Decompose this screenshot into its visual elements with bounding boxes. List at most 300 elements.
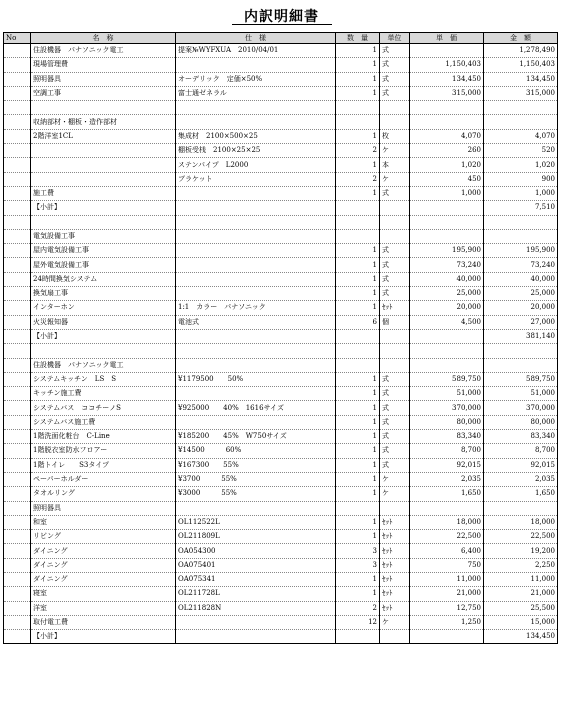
cell-amount bbox=[484, 344, 558, 358]
cell-spec bbox=[176, 272, 336, 286]
cell-no bbox=[4, 201, 31, 215]
cell-name: システムキッチン LS S bbox=[31, 372, 176, 386]
cell-quantity: 1 bbox=[336, 186, 380, 200]
cell-no bbox=[4, 186, 31, 200]
cell-unit-price: 370,000 bbox=[410, 401, 484, 415]
cell-name: キッチン施工費 bbox=[31, 387, 176, 401]
cell-spec: 電池式 bbox=[176, 315, 336, 329]
cell-no bbox=[4, 572, 31, 586]
table-header-row bbox=[4, 33, 558, 44]
breakdown-table bbox=[3, 32, 558, 644]
cell-no bbox=[4, 258, 31, 272]
cell-unit-price bbox=[410, 201, 484, 215]
cell-amount: 15,000 bbox=[484, 615, 558, 629]
cell-amount: 80,000 bbox=[484, 415, 558, 429]
cell-no bbox=[4, 215, 31, 229]
cell-amount: 25,500 bbox=[484, 601, 558, 615]
cell-quantity: 1 bbox=[336, 572, 380, 586]
cell-unit bbox=[380, 115, 410, 129]
cell-amount: 1,020 bbox=[484, 158, 558, 172]
cell-no bbox=[4, 272, 31, 286]
table-row bbox=[4, 544, 558, 558]
cell-no bbox=[4, 387, 31, 401]
cell-name: 1階脱衣室防水フロアー bbox=[31, 444, 176, 458]
cell-unit-price bbox=[410, 501, 484, 515]
cell-name: 収納部材・棚板・造作部材 bbox=[31, 115, 176, 129]
cell-quantity bbox=[336, 329, 380, 343]
cell-name: 洋室 bbox=[31, 601, 176, 615]
cell-quantity: 1 bbox=[336, 129, 380, 143]
cell-no bbox=[4, 558, 31, 572]
table-row bbox=[4, 487, 558, 501]
cell-unit-price bbox=[410, 358, 484, 372]
cell-quantity: 1 bbox=[336, 301, 380, 315]
table-row bbox=[4, 344, 558, 358]
cell-no bbox=[4, 430, 31, 444]
cell-amount: 20,000 bbox=[484, 301, 558, 315]
cell-quantity bbox=[336, 229, 380, 243]
cell-unit bbox=[380, 101, 410, 115]
cell-name: ダイニング bbox=[31, 544, 176, 558]
table-row bbox=[4, 215, 558, 229]
cell-no bbox=[4, 244, 31, 258]
cell-unit: 式 bbox=[380, 58, 410, 72]
cell-quantity: 3 bbox=[336, 558, 380, 572]
cell-name: 寝室 bbox=[31, 587, 176, 601]
cell-unit-price: 1,000 bbox=[410, 186, 484, 200]
cell-quantity bbox=[336, 358, 380, 372]
cell-quantity: 1 bbox=[336, 258, 380, 272]
cell-unit-price bbox=[410, 630, 484, 644]
cell-spec bbox=[176, 501, 336, 515]
cell-no bbox=[4, 587, 31, 601]
cell-name: インターホン bbox=[31, 301, 176, 315]
table-row bbox=[4, 301, 558, 315]
cell-quantity bbox=[336, 344, 380, 358]
cell-unit: ｾｯﾄ bbox=[380, 572, 410, 586]
cell-unit: 式 bbox=[380, 444, 410, 458]
title-underline bbox=[232, 24, 332, 25]
cell-amount: 18,000 bbox=[484, 515, 558, 529]
cell-quantity bbox=[336, 101, 380, 115]
header-name: 名 称 bbox=[31, 33, 176, 44]
table-row bbox=[4, 244, 558, 258]
cell-unit-price: 6,400 bbox=[410, 544, 484, 558]
cell-amount: 21,000 bbox=[484, 587, 558, 601]
cell-unit-price: 589,750 bbox=[410, 372, 484, 386]
cell-spec: ¥185200 45% W750サイズ bbox=[176, 430, 336, 444]
cell-no bbox=[4, 172, 31, 186]
cell-name: 【小計】 bbox=[31, 630, 176, 644]
cell-unit: ｾｯﾄ bbox=[380, 530, 410, 544]
cell-quantity: 1 bbox=[336, 244, 380, 258]
cell-name: システムバス ココチーノS bbox=[31, 401, 176, 415]
cell-amount: 92,015 bbox=[484, 458, 558, 472]
table-row bbox=[4, 272, 558, 286]
cell-name bbox=[31, 158, 176, 172]
cell-name: 空調工事 bbox=[31, 86, 176, 100]
cell-no bbox=[4, 372, 31, 386]
cell-unit-price bbox=[410, 215, 484, 229]
cell-spec: ¥14500 60% bbox=[176, 444, 336, 458]
cell-spec bbox=[176, 329, 336, 343]
cell-spec: OL112522L bbox=[176, 515, 336, 529]
cell-unit-price: 4,070 bbox=[410, 129, 484, 143]
cell-no bbox=[4, 301, 31, 315]
cell-unit: ケ bbox=[380, 487, 410, 501]
cell-name: 和室 bbox=[31, 515, 176, 529]
cell-spec: OA075401 bbox=[176, 558, 336, 572]
table-row bbox=[4, 515, 558, 529]
cell-unit-price: 2,035 bbox=[410, 472, 484, 486]
cell-unit: 式 bbox=[380, 430, 410, 444]
table-row bbox=[4, 372, 558, 386]
cell-unit: 式 bbox=[380, 372, 410, 386]
cell-unit: ｾｯﾄ bbox=[380, 515, 410, 529]
cell-spec bbox=[176, 244, 336, 258]
cell-unit: ｾｯﾄ bbox=[380, 544, 410, 558]
cell-amount: 40,000 bbox=[484, 272, 558, 286]
cell-unit-price: 12,750 bbox=[410, 601, 484, 615]
cell-quantity bbox=[336, 115, 380, 129]
cell-name: 住設機器 パナソニック電工 bbox=[31, 358, 176, 372]
table-row bbox=[4, 172, 558, 186]
cell-unit-price: 1,150,403 bbox=[410, 58, 484, 72]
cell-amount: 11,000 bbox=[484, 572, 558, 586]
cell-no bbox=[4, 44, 31, 58]
table-row bbox=[4, 201, 558, 215]
cell-spec: ブラケット bbox=[176, 172, 336, 186]
cell-unit: 式 bbox=[380, 186, 410, 200]
cell-spec: OL211728L bbox=[176, 587, 336, 601]
cell-name bbox=[31, 215, 176, 229]
cell-amount: 520 bbox=[484, 144, 558, 158]
cell-amount bbox=[484, 215, 558, 229]
cell-unit: 式 bbox=[380, 72, 410, 86]
cell-unit-price: 51,000 bbox=[410, 387, 484, 401]
cell-no bbox=[4, 630, 31, 644]
table-row bbox=[4, 229, 558, 243]
cell-name: 1階洗面化粧台 C-Line bbox=[31, 430, 176, 444]
cell-no bbox=[4, 530, 31, 544]
cell-no bbox=[4, 144, 31, 158]
cell-spec: ¥1179500 50% bbox=[176, 372, 336, 386]
cell-spec: OL211828N bbox=[176, 601, 336, 615]
cell-unit: 式 bbox=[380, 244, 410, 258]
cell-unit-price bbox=[410, 229, 484, 243]
cell-amount: 1,650 bbox=[484, 487, 558, 501]
cell-amount: 134,450 bbox=[484, 630, 558, 644]
cell-no bbox=[4, 544, 31, 558]
table-row bbox=[4, 115, 558, 129]
cell-name: 施工費 bbox=[31, 186, 176, 200]
table-row bbox=[4, 287, 558, 301]
cell-amount bbox=[484, 358, 558, 372]
cell-amount: 25,000 bbox=[484, 287, 558, 301]
cell-amount: 2,250 bbox=[484, 558, 558, 572]
cell-spec: ¥3000 55% bbox=[176, 487, 336, 501]
cell-name bbox=[31, 144, 176, 158]
cell-unit: 式 bbox=[380, 458, 410, 472]
cell-no bbox=[4, 129, 31, 143]
cell-quantity: 1 bbox=[336, 387, 380, 401]
cell-quantity: 1 bbox=[336, 44, 380, 58]
table-row bbox=[4, 630, 558, 644]
cell-name: 照明器具 bbox=[31, 72, 176, 86]
cell-no bbox=[4, 329, 31, 343]
cell-spec bbox=[176, 215, 336, 229]
cell-no bbox=[4, 58, 31, 72]
cell-spec bbox=[176, 229, 336, 243]
cell-amount: 27,000 bbox=[484, 315, 558, 329]
cell-name: 電気設備工事 bbox=[31, 229, 176, 243]
cell-unit-price: 8,700 bbox=[410, 444, 484, 458]
cell-spec: 棚板受桟 2100×25×25 bbox=[176, 144, 336, 158]
cell-amount: 22,500 bbox=[484, 530, 558, 544]
cell-spec: ステンパイプ L2000 bbox=[176, 158, 336, 172]
cell-name: 照明器具 bbox=[31, 501, 176, 515]
cell-name: 換気扇工事 bbox=[31, 287, 176, 301]
cell-unit-price bbox=[410, 44, 484, 58]
document-title: 内訳明細書 bbox=[244, 9, 319, 25]
cell-name: 【小計】 bbox=[31, 329, 176, 343]
cell-spec bbox=[176, 358, 336, 372]
cell-unit-price: 83,340 bbox=[410, 430, 484, 444]
table-row bbox=[4, 44, 558, 58]
cell-quantity: 1 bbox=[336, 401, 380, 415]
cell-unit-price: 18,000 bbox=[410, 515, 484, 529]
table-row bbox=[4, 329, 558, 343]
cell-spec: オーデリック 定価×50% bbox=[176, 72, 336, 86]
cell-amount: 51,000 bbox=[484, 387, 558, 401]
cell-unit: 式 bbox=[380, 272, 410, 286]
table-row bbox=[4, 530, 558, 544]
cell-no bbox=[4, 115, 31, 129]
cell-spec bbox=[176, 630, 336, 644]
cell-no bbox=[4, 344, 31, 358]
cell-quantity: 6 bbox=[336, 315, 380, 329]
cell-quantity: 12 bbox=[336, 615, 380, 629]
cell-quantity: 1 bbox=[336, 86, 380, 100]
cell-unit: ｾｯﾄ bbox=[380, 601, 410, 615]
table-row bbox=[4, 501, 558, 515]
cell-unit bbox=[380, 229, 410, 243]
cell-quantity: 1 bbox=[336, 58, 380, 72]
header-spec: 仕 様 bbox=[176, 33, 336, 44]
cell-unit: 式 bbox=[380, 86, 410, 100]
cell-amount: 134,450 bbox=[484, 72, 558, 86]
cell-unit: 式 bbox=[380, 415, 410, 429]
cell-quantity: 2 bbox=[336, 601, 380, 615]
table-row bbox=[4, 58, 558, 72]
cell-spec: OL211809L bbox=[176, 530, 336, 544]
cell-quantity: 1 bbox=[336, 158, 380, 172]
cell-amount bbox=[484, 115, 558, 129]
cell-unit-price: 260 bbox=[410, 144, 484, 158]
cell-quantity: 1 bbox=[336, 372, 380, 386]
cell-quantity bbox=[336, 201, 380, 215]
header-unit-price: 単 価 bbox=[410, 33, 484, 44]
cell-name: 2階洋室1CL bbox=[31, 129, 176, 143]
cell-quantity: 2 bbox=[336, 144, 380, 158]
table-row bbox=[4, 415, 558, 429]
table-row bbox=[4, 615, 558, 629]
table-row bbox=[4, 430, 558, 444]
cell-unit: ケ bbox=[380, 144, 410, 158]
cell-no bbox=[4, 415, 31, 429]
cell-unit bbox=[380, 358, 410, 372]
cell-name: 屋外電気設備工事 bbox=[31, 258, 176, 272]
cell-spec bbox=[176, 415, 336, 429]
cell-unit: 本 bbox=[380, 158, 410, 172]
cell-unit-price bbox=[410, 344, 484, 358]
cell-no bbox=[4, 158, 31, 172]
cell-unit: ケ bbox=[380, 172, 410, 186]
cell-quantity: 1 bbox=[336, 72, 380, 86]
cell-quantity bbox=[336, 215, 380, 229]
cell-quantity: 2 bbox=[336, 172, 380, 186]
cell-spec: 富士通ゼネラル bbox=[176, 86, 336, 100]
cell-spec: ¥3700 55% bbox=[176, 472, 336, 486]
table-row bbox=[4, 401, 558, 415]
cell-amount: 1,000 bbox=[484, 186, 558, 200]
cell-unit-price: 195,900 bbox=[410, 244, 484, 258]
cell-unit-price: 73,240 bbox=[410, 258, 484, 272]
cell-name bbox=[31, 101, 176, 115]
cell-no bbox=[4, 101, 31, 115]
cell-unit: ケ bbox=[380, 472, 410, 486]
cell-amount bbox=[484, 501, 558, 515]
cell-unit: 式 bbox=[380, 401, 410, 415]
cell-unit-price: 21,000 bbox=[410, 587, 484, 601]
cell-quantity bbox=[336, 630, 380, 644]
cell-no bbox=[4, 358, 31, 372]
cell-unit-price: 134,450 bbox=[410, 72, 484, 86]
cell-spec bbox=[176, 287, 336, 301]
table-row bbox=[4, 258, 558, 272]
cell-amount: 195,900 bbox=[484, 244, 558, 258]
cell-no bbox=[4, 601, 31, 615]
cell-name: ダイニング bbox=[31, 558, 176, 572]
cell-spec: 提案№WYFXUA 2010/04/01 bbox=[176, 44, 336, 58]
cell-amount: 370,000 bbox=[484, 401, 558, 415]
cell-no bbox=[4, 86, 31, 100]
cell-unit-price: 11,000 bbox=[410, 572, 484, 586]
cell-amount: 19,200 bbox=[484, 544, 558, 558]
cell-no bbox=[4, 72, 31, 86]
cell-unit-price: 1,020 bbox=[410, 158, 484, 172]
cell-spec bbox=[176, 615, 336, 629]
cell-spec: OA054300 bbox=[176, 544, 336, 558]
cell-amount: 1,150,403 bbox=[484, 58, 558, 72]
cell-unit-price: 40,000 bbox=[410, 272, 484, 286]
cell-quantity: 1 bbox=[336, 430, 380, 444]
cell-unit: ｾｯﾄ bbox=[380, 558, 410, 572]
cell-name: 【小計】 bbox=[31, 201, 176, 215]
table-row bbox=[4, 601, 558, 615]
cell-name: ダイニング bbox=[31, 572, 176, 586]
cell-quantity: 1 bbox=[336, 444, 380, 458]
cell-spec bbox=[176, 115, 336, 129]
header-amount: 金 額 bbox=[484, 33, 558, 44]
cell-spec bbox=[176, 201, 336, 215]
cell-amount: 4,070 bbox=[484, 129, 558, 143]
table-row bbox=[4, 186, 558, 200]
cell-unit-price bbox=[410, 115, 484, 129]
cell-quantity bbox=[336, 501, 380, 515]
cell-spec: 1:1 カラー パナソニック bbox=[176, 301, 336, 315]
cell-unit-price: 750 bbox=[410, 558, 484, 572]
cell-unit: 式 bbox=[380, 258, 410, 272]
cell-name bbox=[31, 344, 176, 358]
cell-unit-price: 22,500 bbox=[410, 530, 484, 544]
table-row bbox=[4, 315, 558, 329]
cell-no bbox=[4, 401, 31, 415]
cell-quantity: 1 bbox=[336, 487, 380, 501]
cell-name: 住設機器 パナソニック電工 bbox=[31, 44, 176, 58]
cell-unit bbox=[380, 201, 410, 215]
cell-no bbox=[4, 487, 31, 501]
table-row bbox=[4, 472, 558, 486]
cell-quantity: 1 bbox=[336, 530, 380, 544]
table-row bbox=[4, 587, 558, 601]
cell-unit-price: 4,500 bbox=[410, 315, 484, 329]
cell-amount: 1,278,490 bbox=[484, 44, 558, 58]
cell-spec: 集成材 2100×500×25 bbox=[176, 129, 336, 143]
cell-name bbox=[31, 172, 176, 186]
cell-unit-price: 450 bbox=[410, 172, 484, 186]
cell-name: リビング bbox=[31, 530, 176, 544]
cell-amount: 589,750 bbox=[484, 372, 558, 386]
cell-name: 取付電工費 bbox=[31, 615, 176, 629]
cell-unit: ケ bbox=[380, 615, 410, 629]
cell-amount: 315,000 bbox=[484, 86, 558, 100]
cell-quantity: 1 bbox=[336, 272, 380, 286]
header-no: No bbox=[4, 33, 31, 44]
cell-amount bbox=[484, 101, 558, 115]
cell-no bbox=[4, 287, 31, 301]
cell-unit-price: 1,650 bbox=[410, 487, 484, 501]
cell-name: 現場管理費 bbox=[31, 58, 176, 72]
table-row bbox=[4, 458, 558, 472]
cell-quantity: 1 bbox=[336, 587, 380, 601]
table-row bbox=[4, 72, 558, 86]
cell-quantity: 3 bbox=[336, 544, 380, 558]
cell-no bbox=[4, 515, 31, 529]
cell-no bbox=[4, 458, 31, 472]
cell-spec: ¥925000 40% 1616サイズ bbox=[176, 401, 336, 415]
cell-unit-price: 315,000 bbox=[410, 86, 484, 100]
cell-amount bbox=[484, 229, 558, 243]
cell-quantity: 1 bbox=[336, 287, 380, 301]
table-row bbox=[4, 144, 558, 158]
cell-unit bbox=[380, 215, 410, 229]
cell-spec bbox=[176, 58, 336, 72]
table-row bbox=[4, 572, 558, 586]
cell-amount: 2,035 bbox=[484, 472, 558, 486]
cell-unit: 枚 bbox=[380, 129, 410, 143]
table-row bbox=[4, 101, 558, 115]
cell-amount: 7,510 bbox=[484, 201, 558, 215]
cell-spec bbox=[176, 258, 336, 272]
cell-unit bbox=[380, 630, 410, 644]
cell-no bbox=[4, 444, 31, 458]
header-quantity: 数 量 bbox=[336, 33, 380, 44]
cell-unit: ｾｯﾄ bbox=[380, 301, 410, 315]
cell-spec bbox=[176, 387, 336, 401]
cell-amount: 83,340 bbox=[484, 430, 558, 444]
cell-unit-price bbox=[410, 101, 484, 115]
